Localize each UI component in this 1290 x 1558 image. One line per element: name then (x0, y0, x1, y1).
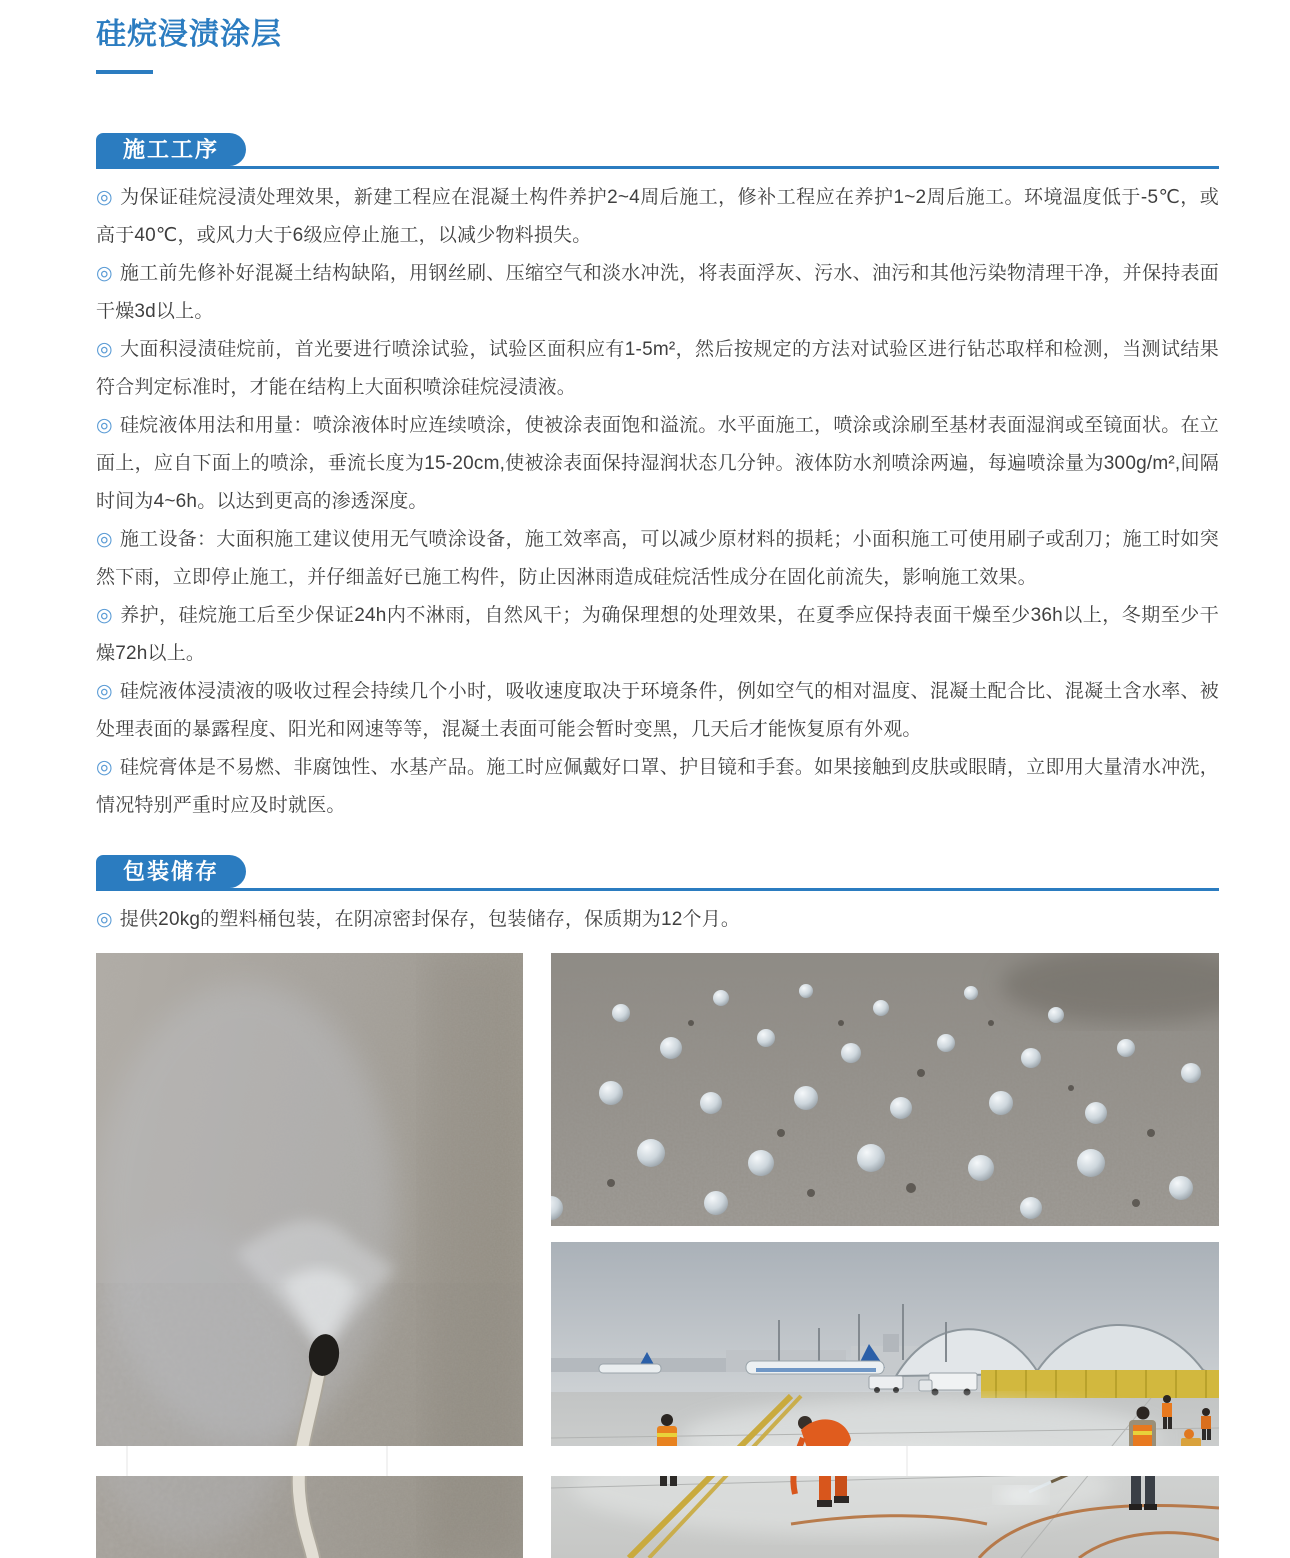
list-item (96, 255, 1219, 331)
next-page-artifact (386, 1446, 388, 1476)
list-item (96, 521, 1219, 597)
page-title-text: 硅烷浸渍涂层 (96, 18, 282, 51)
list-item-text: 硅烷膏体是不易燃、非腐蚀性、水基产品。施工时应佩戴好口罩、护目镜和手套。如果接触到皮肤或眼睛，立即用大量清水冲洗，情况特别严重时应及时就医。 (96, 757, 1220, 816)
bullet-icon: ◎ (96, 415, 113, 436)
section-header-storage (96, 855, 1219, 891)
list-item (96, 407, 1219, 521)
list-item (96, 749, 1219, 825)
airport-scene-illustration (551, 1242, 1219, 1558)
bullet-icon: ◎ (96, 187, 114, 208)
photo-airport-application (551, 1242, 1219, 1558)
list-item-text: 养护，硅烷施工后至少保证24h内不淋雨，自然风干；为确保理想的处理效果，在夏季应保持表面干燥至少36h以上，冬期至少干燥72h以上。 (96, 605, 1219, 664)
bullet-icon: ◎ (96, 529, 113, 550)
section-badge: 包装储存 (96, 855, 246, 888)
bullet-icon: ◎ (96, 263, 113, 284)
bullet-icon: ◎ (96, 605, 114, 626)
photo-water-beading (551, 953, 1219, 1226)
bullet-icon: ◎ (96, 757, 113, 778)
list-item-text: 提供20kg的塑料桶包装，在阴凉密封保存，包装储存，保质期为12个月。 (119, 909, 741, 930)
bullet-icon: ◎ (96, 681, 113, 702)
title-underline (96, 70, 153, 74)
section-header-construction (96, 133, 1219, 169)
bullet-icon: ◎ (96, 339, 113, 360)
water-beads-illustration (551, 953, 1219, 1226)
list-item (96, 597, 1219, 673)
storage-list (96, 901, 1219, 939)
page-title (96, 0, 1219, 54)
list-item-text: 硅烷液体浸渍液的吸收过程会持续几个小时，吸收速度取决于环境条件，例如空气的相对温度、混凝土配合比、混凝土含水率、被处理表面的暴露程度、阳光和网速等等，混凝土表面可能会暂时变黑，几天后才能恢复原有外观。 (96, 681, 1220, 740)
section-badge: 施工工序 (96, 133, 246, 166)
list-item (96, 901, 1219, 939)
construction-procedure-list (96, 179, 1219, 825)
list-item (96, 179, 1219, 255)
list-item-text: 大面积浸渍硅烷前，首光要进行喷涂试验，试验区面积应有1-5m²，然后按规定的方法对试验区进行钻芯取样和检测，当测试结果符合判定标准时，才能在结构上大面积喷涂硅烷浸渍液。 (96, 339, 1220, 398)
list-item-text: 施工前先修补好混凝土结构缺陷，用钢丝刷、压缩空气和淡水冲洗，将表面浮灰、污水、油污和其他污染物清理干净，并保持表面干燥3d以上。 (96, 263, 1220, 322)
next-page-artifact (906, 1446, 908, 1476)
list-item (96, 673, 1219, 749)
next-page-artifact (126, 1446, 128, 1476)
list-item-text: 为保证硅烷浸渍处理效果，新建工程应在混凝土构件养护2~4周后施工，修补工程应在养护1~2周后施工。环境温度低于-5℃，或高于40℃，或风力大于6级应停止施工，以减少物料损失。 (96, 187, 1219, 246)
bullet-icon: ◎ (96, 909, 113, 930)
list-item-text: 施工设备：大面积施工建议使用无气喷涂设备，施工效率高，可以减少原材料的损耗；小面积施工可使用刷子或刮刀；施工时如突然下雨，立即停止施工，并仔细盖好已施工构件，防止因淋雨造成硅烷活性成分在固化前流失，影响施工效果。 (96, 529, 1220, 588)
list-item-text: 硅烷液体用法和用量：喷涂液体时应连续喷涂，使被涂表面饱和溢流。水平面施工，喷涂或涂刷至基材表面湿润或至镜面状。在立面上，应自下面上的喷涂，垂流长度为15-20cm,使被涂表面保持湿润状态几分钟。液体防水剂喷涂两遍，每遍喷涂量为300g/m²,间隔时间为4~6h。以达到更高的渗透深度。 (96, 415, 1220, 512)
page-bottom-margin (0, 1446, 1290, 1476)
list-item (96, 331, 1219, 407)
